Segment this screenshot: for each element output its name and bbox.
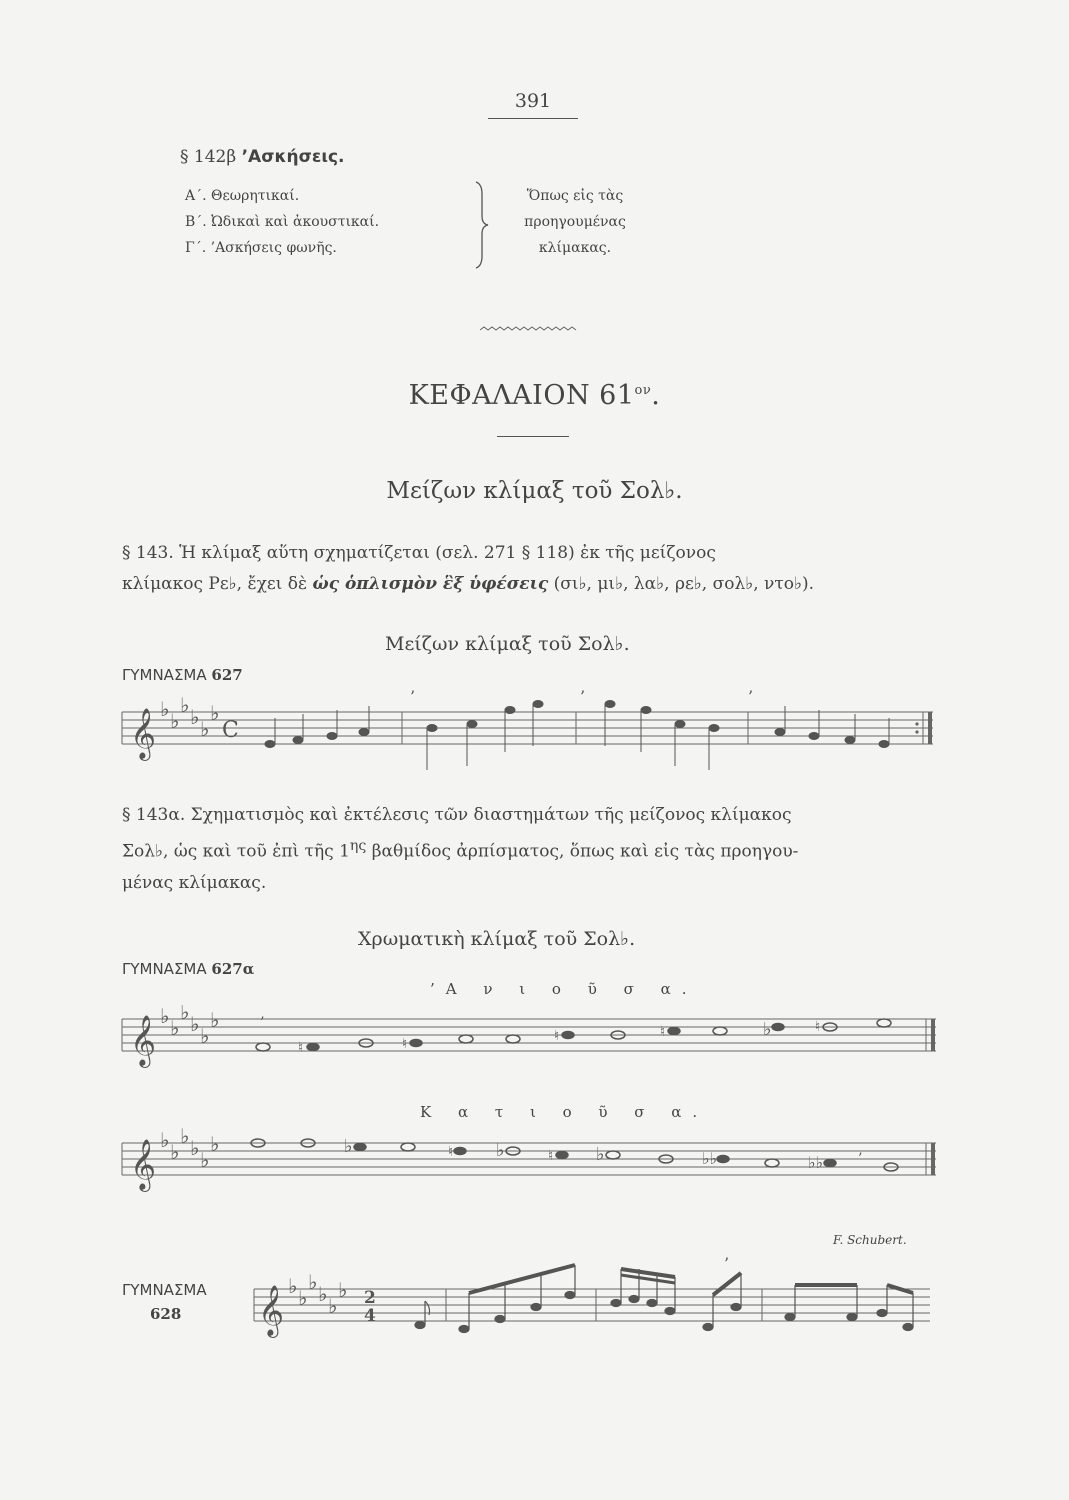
descending-label: Κ α τ ι ο ῦ σ α. xyxy=(420,1103,709,1121)
svg-text:’: ’ xyxy=(580,688,586,706)
exercise-627-number: 627 xyxy=(211,666,243,684)
staff-627a-ascending xyxy=(118,1005,948,1075)
exercise-note-line-2: προηγουμένας xyxy=(524,214,626,230)
composer-credit: F. Schubert. xyxy=(833,1233,907,1247)
time-signature-numerator: 2 xyxy=(364,1288,376,1308)
exercise-item-b: Β΄. Ὠδικαὶ καὶ ἀκουστικαί. xyxy=(185,214,380,230)
svg-text:♭: ♭ xyxy=(200,1148,210,1172)
ascending-label: ’Α ν ι ο ῦ σ α. xyxy=(430,980,698,998)
exercise-627a-label: ΓΥΜΝΑΣΜΑ 627α xyxy=(122,960,255,978)
exercise-627a-number: 627α xyxy=(211,960,255,978)
scale-title: Μείζων κλίμαξ τοῦ Σολ♭. xyxy=(386,478,683,504)
section-143-line-1: § 143. Ἡ κλίμαξ αὕτη σχηματίζεται (σελ. 271 § 118) ἐκ τῆς μείζονος xyxy=(122,543,716,563)
svg-text:♮: ♮ xyxy=(548,1148,554,1164)
svg-text:♭: ♭ xyxy=(318,1282,328,1306)
common-time-icon: C xyxy=(222,718,239,743)
section-142b-heading xyxy=(180,147,345,167)
svg-text:’: ’ xyxy=(748,688,754,706)
exercise-627-title: Μείζων κλίμαξ τοῦ Σολ♭. xyxy=(385,633,630,655)
svg-text:♭: ♭ xyxy=(160,1005,170,1028)
exercise-note-line-1: Ὅπως εἰς τὰς xyxy=(526,188,624,204)
treble-clef-icon: 𝄞 xyxy=(130,708,157,759)
svg-text:♮: ♮ xyxy=(815,1019,821,1035)
section-143 xyxy=(122,538,952,600)
svg-text:♭: ♭ xyxy=(200,1024,210,1048)
svg-text:♮: ♮ xyxy=(402,1036,408,1052)
exercise-note-line-3: κλίμακας. xyxy=(538,240,612,256)
svg-text:𝄞: 𝄞 xyxy=(130,1015,157,1066)
svg-text:♭: ♭ xyxy=(344,1136,353,1157)
svg-text:♭: ♭ xyxy=(170,1140,180,1164)
svg-text:’: ’ xyxy=(260,1015,265,1031)
staff-627a-descending xyxy=(118,1125,948,1195)
breath-mark-icon: ’ xyxy=(410,688,416,706)
section-143a-line-1: § 143α. Σχηματισμὸς καὶ ἐκτέλεσις τῶν διαστημάτων τῆς μείζονος κλίμακος xyxy=(122,805,792,825)
chapter-suffix: ον xyxy=(634,383,652,398)
section-143-emphasis: ὡς ὁπλισμὸν ἓξ ὑφέσεις xyxy=(312,574,549,594)
svg-text:♭: ♭ xyxy=(190,705,200,729)
svg-text:’: ’ xyxy=(724,1255,730,1273)
svg-text:♭: ♭ xyxy=(180,693,190,717)
exercise-628-number: 628 xyxy=(150,1305,182,1323)
svg-text:♭: ♭ xyxy=(170,709,180,733)
staff-628 xyxy=(250,1255,940,1355)
chapter-title: ΚΕΦΑΛΑΙΟΝ $61^{o\nu}$. xyxy=(408,380,661,411)
svg-text:♭: ♭ xyxy=(328,1294,338,1318)
flat-icon: ♭ xyxy=(160,697,170,721)
time-signature-denominator: 4 xyxy=(364,1306,376,1326)
svg-text:♭: ♭ xyxy=(210,701,220,725)
section-142b-title: ’Ασκήσεις. xyxy=(241,147,345,167)
section-143-line-2: κλίμακος Ρε♭, ἔχει δὲ ὡς ὁπλισμὸν ἓξ ὑφέσεις (σι♭, μι♭, λα♭, ρε♭, σολ♭, ντο♭). xyxy=(122,574,815,594)
svg-text:♭: ♭ xyxy=(596,1144,605,1165)
exercise-628-label: ΓΥΜΝΑΣΜΑ 628 xyxy=(122,1281,207,1323)
section-142b-number: § 142β xyxy=(180,147,237,167)
chapter-rule xyxy=(497,436,569,437)
svg-text:𝄞: 𝄞 xyxy=(130,1139,157,1190)
svg-text:♭: ♭ xyxy=(298,1286,308,1310)
svg-text:𝄞: 𝄞 xyxy=(258,1285,285,1336)
svg-text:♭: ♭ xyxy=(200,717,210,741)
svg-text:♭: ♭ xyxy=(763,1019,772,1040)
svg-text:♭: ♭ xyxy=(190,1136,200,1160)
svg-text:♭: ♭ xyxy=(180,1125,190,1148)
exercise-list xyxy=(185,183,379,261)
svg-text:♭: ♭ xyxy=(338,1278,348,1302)
svg-text:♭: ♭ xyxy=(496,1140,505,1161)
svg-text:♮: ♮ xyxy=(554,1028,560,1044)
svg-text:’: ’ xyxy=(858,1151,863,1167)
svg-text:♭: ♭ xyxy=(190,1012,200,1036)
svg-text:♭: ♭ xyxy=(210,1132,220,1156)
svg-text:♭♭: ♭♭ xyxy=(808,1153,824,1172)
section-143a-line-3: μένας κλίμακας. xyxy=(122,872,267,893)
staff-627 xyxy=(118,688,948,780)
page-number-rule xyxy=(488,118,578,119)
brace-icon xyxy=(470,180,490,270)
svg-text:♭: ♭ xyxy=(288,1274,298,1298)
svg-text:♮: ♮ xyxy=(448,1144,454,1160)
svg-text:♭: ♭ xyxy=(170,1016,180,1040)
double-flat-icon: ♭♭ xyxy=(702,1149,718,1168)
svg-text:♮: ♮ xyxy=(660,1024,666,1040)
exercise-item-c: Γ΄. ’Ασκήσεις φωνῆς. xyxy=(185,240,337,256)
svg-text:♭: ♭ xyxy=(160,1128,170,1152)
exercise-627-label: ΓΥΜΝΑΣΜΑ 627 xyxy=(122,666,243,684)
natural-icon: ♮ xyxy=(298,1040,304,1056)
svg-text:♭: ♭ xyxy=(180,1005,190,1024)
section-143a xyxy=(122,800,952,899)
exercise-627a-title: Χρωματικὴ κλίμαξ τοῦ Σολ♭. xyxy=(358,928,636,950)
exercise-note xyxy=(495,183,655,261)
section-143a-line-2: Σολ♭, ὡς καὶ τοῦ ἐπὶ τῆς $1^{\eta\varsigma}$ βαθμίδος ἀρπίσματος, ὅπως καὶ εἰς τὰς προηγου- xyxy=(122,838,799,862)
svg-text:♭: ♭ xyxy=(210,1008,220,1032)
wavy-divider xyxy=(480,324,590,336)
exercise-item-a: Α΄. Θεωρητικαί. xyxy=(185,188,300,204)
page-number: 391 xyxy=(514,90,552,112)
svg-text:♭: ♭ xyxy=(308,1270,318,1294)
